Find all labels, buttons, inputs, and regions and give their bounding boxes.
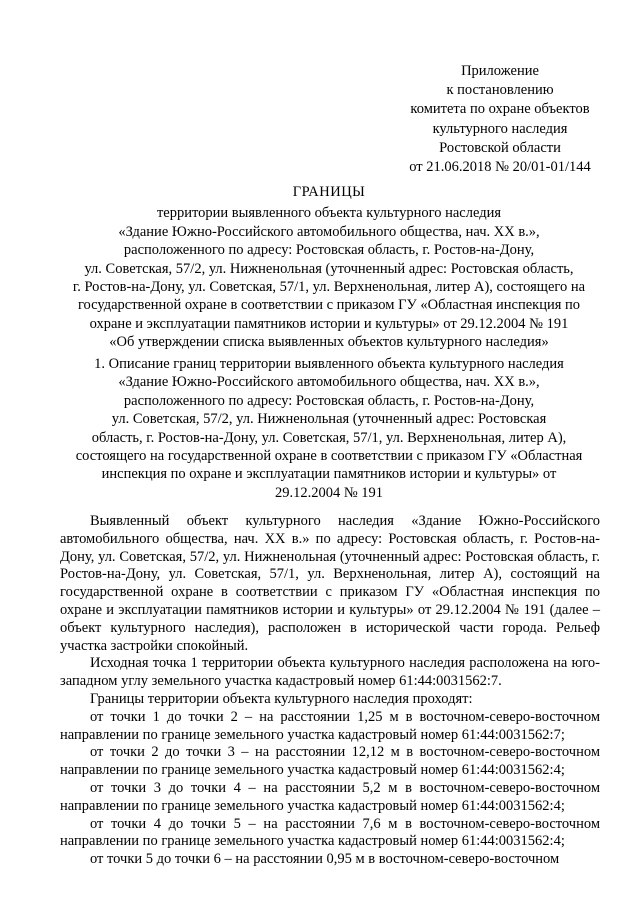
body-text — [60, 513, 600, 869]
appendix-line: от 21.06.2018 № 20/01-01/144 — [409, 159, 591, 176]
body-paragraph: от точки 2 до точки 3 – на расстоянии 12,12 м в восточном-северо-восточном направлении по границе земельного участка кадастровый номер 61:44:0031562:4; — [60, 744, 600, 779]
document-title — [40, 183, 618, 352]
title-line: государственной охране в соответствии с приказом ГУ «Областная инспекция по — [77, 297, 581, 314]
body-paragraph: Исходная точка 1 территории объекта культурного наследия расположена на юго-западном углу земельного участка кадастровый номер 61:44:0031562:7. — [60, 655, 600, 690]
section-heading — [40, 355, 618, 502]
section-heading-line: 29.12.2004 № 191 — [274, 484, 384, 501]
section-heading-line: область, г. Ростов-на-Дону, ул. Советская, 57/1, ул. Верхненольная, литер А), — [91, 429, 567, 446]
body-paragraph: от точки 3 до точки 4 – на расстоянии 5,2 м в восточном-северо-восточном направлении по границе земельного участка кадастровый номер 61:44:0031562:4; — [60, 779, 600, 814]
section-heading-line: состоящего на государственной охране в соответствии с приказом ГУ «Областная — [75, 448, 583, 465]
title-line: ул. Советская, 57/2, ул. Нижненольная (уточненный адрес: Ростовская область, — [84, 260, 574, 277]
title-line: охране и эксплуатации памятников истории и культуры» от 29.12.2004 № 191 — [89, 315, 569, 332]
section-heading-line: ул. Советская, 57/2, ул. Нижненольная (уточненный адрес: Ростовская — [111, 411, 547, 428]
title-line: территории выявленного объекта культурного наследия — [156, 205, 502, 222]
body-paragraph: от точки 5 до точки 6 – на расстоянии 0,95 м в восточном-северо-восточном — [90, 851, 560, 868]
body-paragraph: от точки 4 до точки 5 – на расстоянии 7,6 м в восточном-северо-восточном направлении по границе земельного участка кадастровый номер 61:44:0031562:4; — [60, 815, 600, 850]
appendix-line: Приложение — [461, 63, 539, 79]
title-line: расположенного по адресу: Ростовская область, г. Ростов-на-Дону, — [123, 242, 535, 259]
section-heading-line: 1. Описание границ территории выявленного объекта культурного наследия — [94, 356, 564, 372]
appendix-line: комитета по охране объектов — [410, 101, 590, 118]
title-heading: ГРАНИЦЫ — [292, 184, 366, 200]
section-heading-line: расположенного по адресу: Ростовская область, г. Ростов-на-Дону, — [123, 392, 535, 409]
body-paragraph: Выявленный объект культурного наследия «Здание Южно-Российского автомобильного общества, нач. XX в.» по адресу: Ростовская область, г. Ростов-на-Дону, ул. Советская, 57/2, ул. Нижненольная (уточненный адрес: Ростовская область, г. Ростов-на-Дону, ул. Советская, 57/1, ул. Верхненольная, литер А), состоящий на государственной охране в соответствии с приказом ГУ «Областная инспекция по охране и эксплуатации памятников истории и культуры» от 29.12.2004 № 191 (далее – объект культурного наследия), расположен в исторической части города. Рельеф участка застройки спокойный. — [60, 513, 600, 654]
section-heading-line: «Здание Южно-Российского автомобильного общества, нач. XX в.», — [118, 374, 540, 391]
appendix-line: Ростовской области — [439, 139, 561, 156]
title-line: «Об утверждении списка выявленных объектов культурного наследия» — [109, 334, 549, 351]
appendix-block — [380, 62, 620, 177]
appendix-line: к постановлению — [446, 82, 554, 99]
body-paragraph: от точки 1 до точки 2 – на расстоянии 1,25 м в восточном-северо-восточном направлении по границе земельного участка кадастровый номер 61:44:0031562:7; — [60, 708, 600, 743]
section-heading-line: инспекция по охране и эксплуатации памятников истории и культуры» от — [101, 466, 557, 483]
appendix-line: культурного наследия — [432, 120, 568, 137]
title-line: г. Ростов-на-Дону, ул. Советская, 57/1, ул. Верхненольная, литер А), состоящего на — [72, 279, 586, 296]
title-line: «Здание Южно-Российского автомобильного общества, нач. XX в.», — [118, 223, 540, 240]
body-paragraph: Границы территории объекта культурного наследия проходят: — [90, 690, 473, 707]
